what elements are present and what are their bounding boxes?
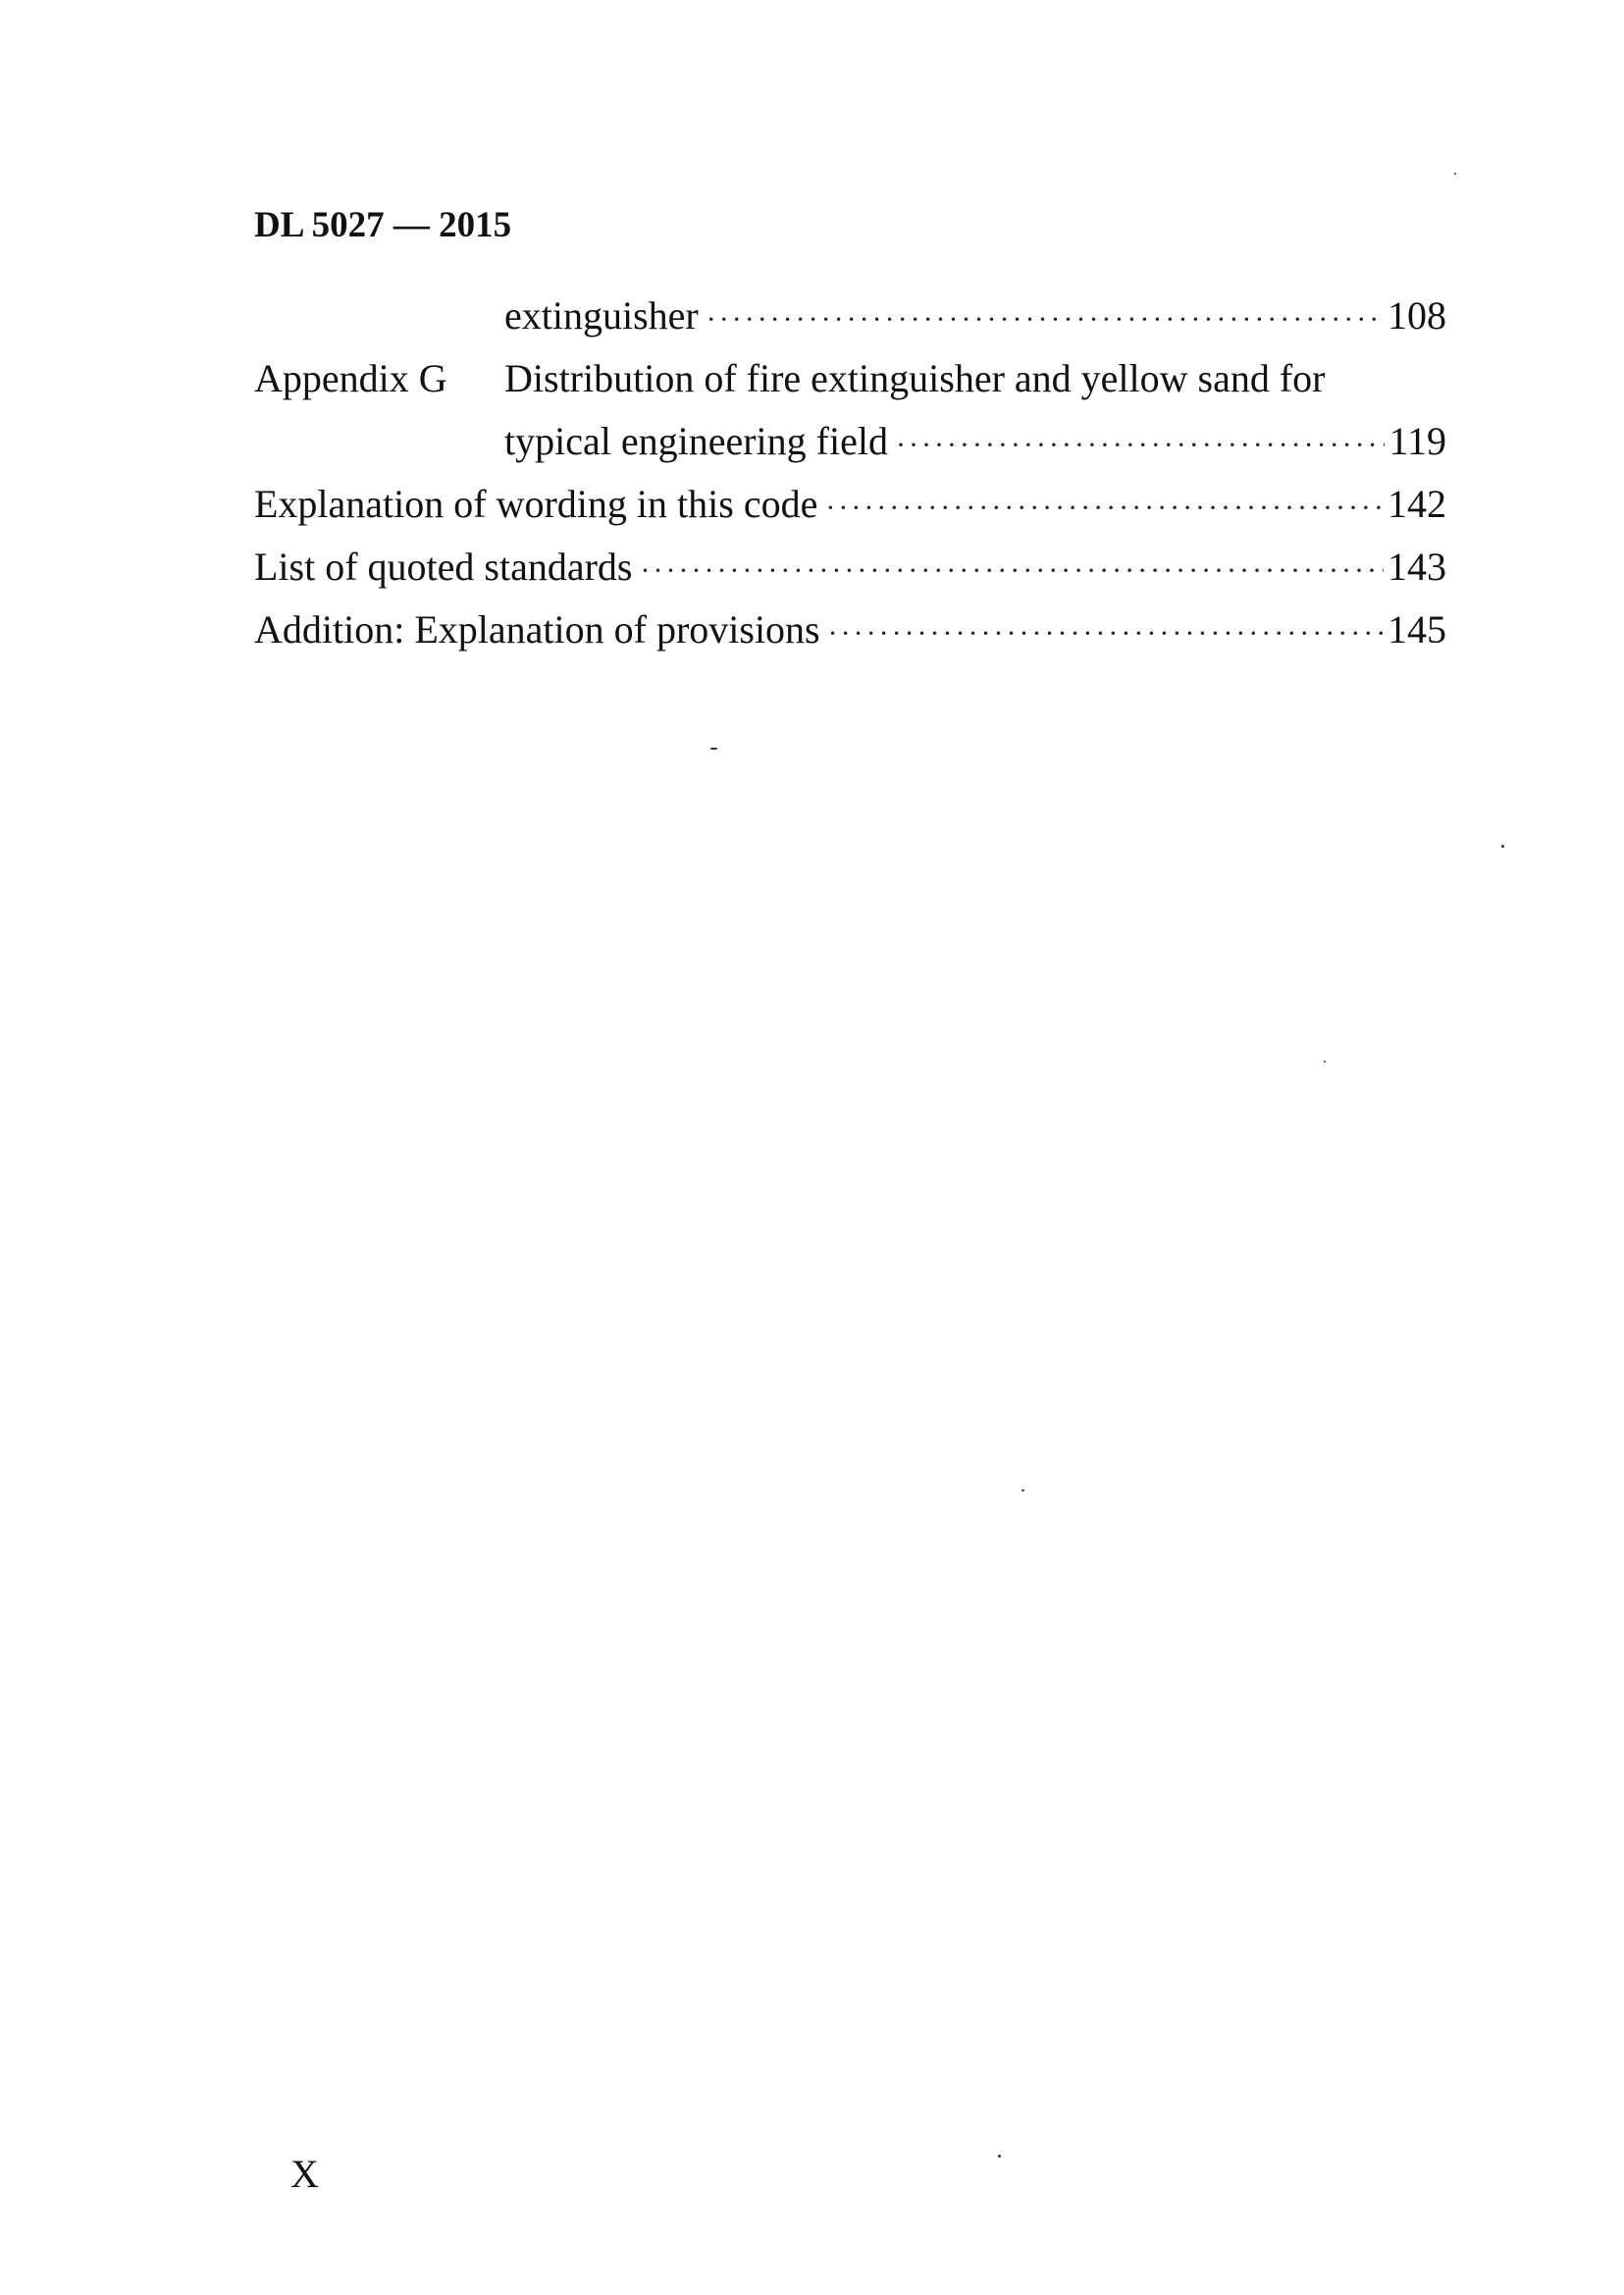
toc-entry-page: 142 — [1388, 482, 1446, 526]
page-number: X — [290, 2152, 319, 2196]
toc-entry[interactable] — [254, 599, 1446, 661]
scan-speck — [1324, 1061, 1326, 1063]
toc-entry-prefix: Appendix G — [254, 356, 447, 400]
document-header: DL 5027 — 2015 — [254, 205, 512, 245]
scan-speck — [710, 748, 717, 750]
dot-leader — [641, 540, 1385, 602]
toc-entry[interactable] — [254, 536, 1446, 599]
scan-speck — [1454, 173, 1456, 175]
scan-speck — [1022, 1489, 1024, 1491]
dot-leader — [828, 602, 1384, 665]
toc-entry-page: 119 — [1388, 419, 1446, 463]
toc-entry-title: extinguisher — [504, 293, 699, 338]
dot-leader — [896, 414, 1386, 477]
toc-entry[interactable] — [254, 347, 1446, 410]
scan-speck — [1501, 845, 1504, 848]
toc-entry[interactable] — [254, 473, 1446, 536]
dot-leader — [707, 288, 1384, 351]
toc-entry-title: Addition: Explanation of provisions — [254, 607, 820, 652]
toc-entry-title: typical engineering field — [504, 419, 888, 463]
toc-entry-page: 145 — [1388, 607, 1446, 652]
toc-entry[interactable] — [254, 285, 1446, 347]
toc-entry-page: 108 — [1388, 293, 1446, 338]
table-of-contents — [254, 285, 1446, 661]
toc-entry-title: Explanation of wording in this code — [254, 482, 818, 526]
toc-entry-page: 143 — [1388, 545, 1446, 589]
toc-entry-title: Distribution of fire extinguisher and yellow sand for — [504, 356, 1326, 400]
dot-leader — [825, 477, 1384, 540]
toc-entry[interactable] — [254, 410, 1446, 473]
scan-speck — [998, 2155, 1001, 2158]
toc-entry-title: List of quoted standards — [254, 545, 633, 589]
